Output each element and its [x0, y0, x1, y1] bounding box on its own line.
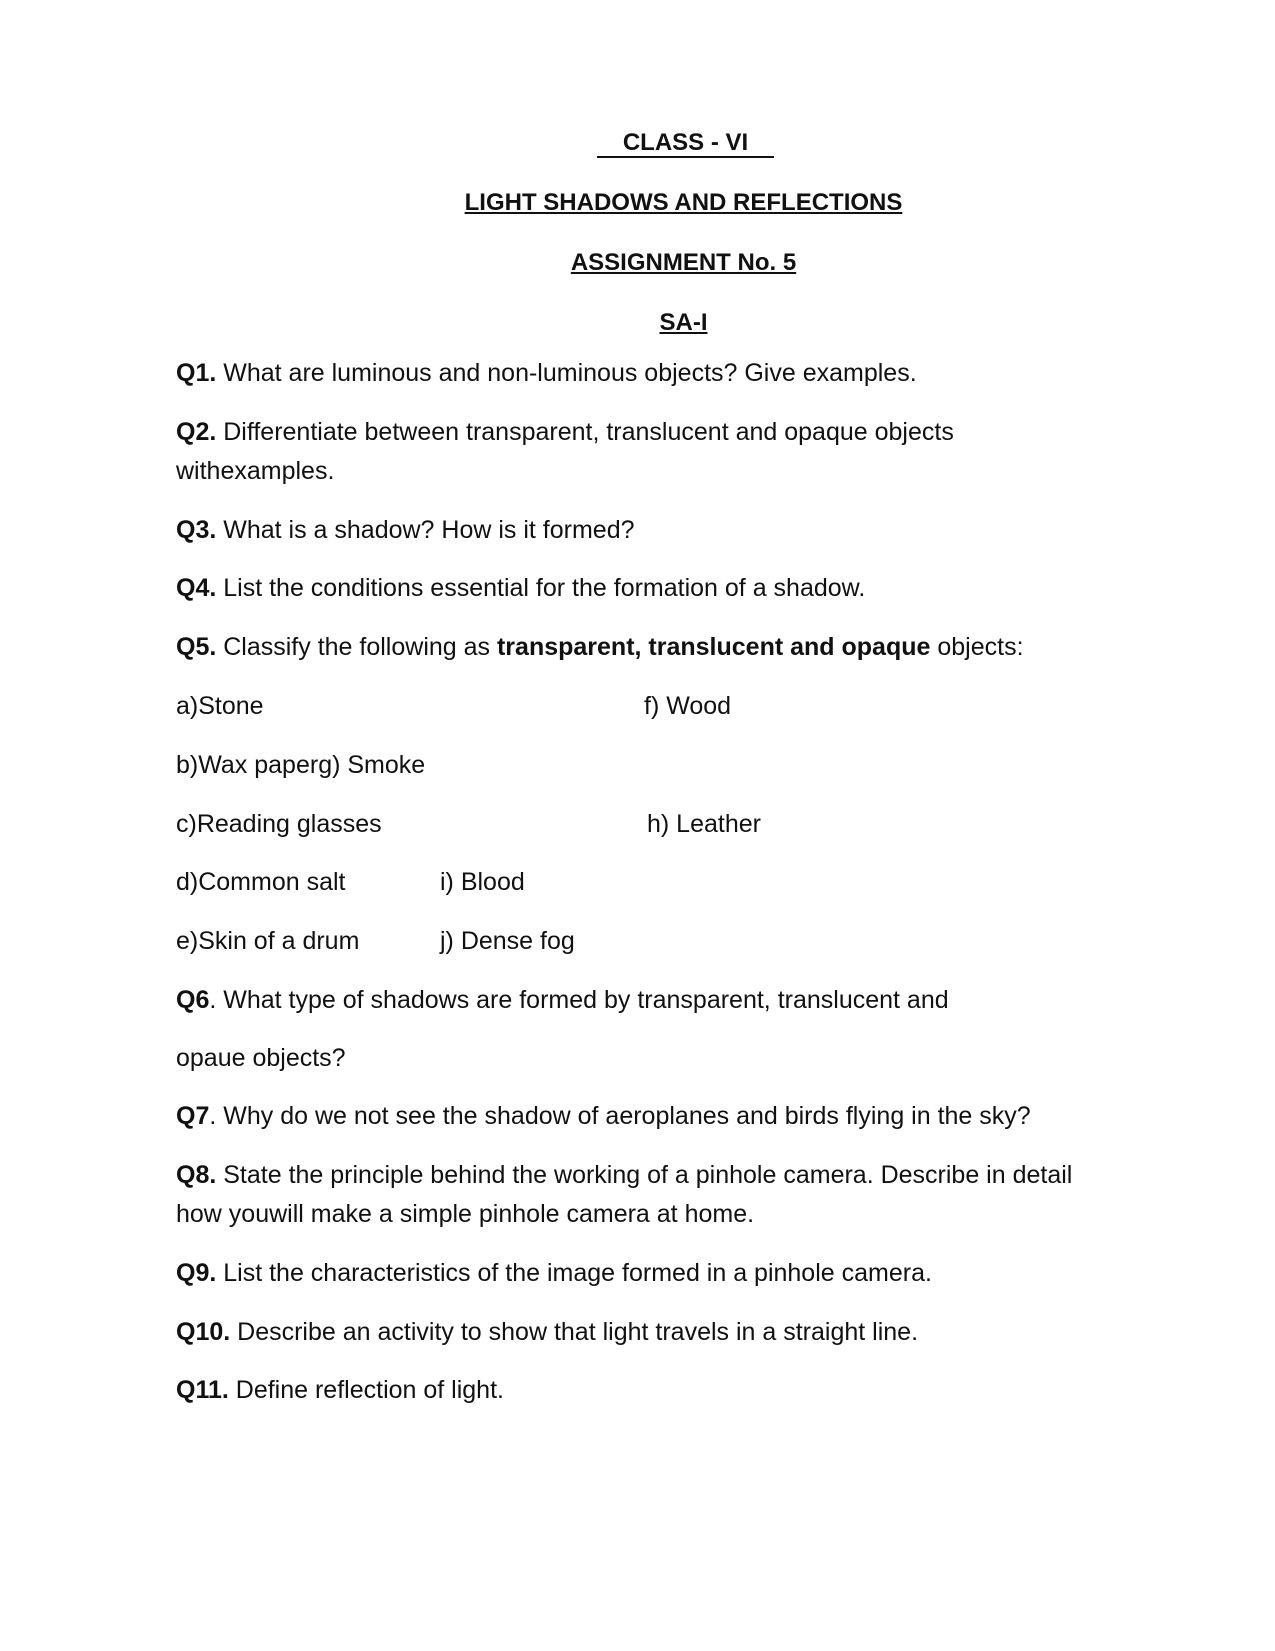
class-heading: CLASS - VI [48, 128, 1275, 158]
question-11: Q11. Define reflection of light. [176, 1376, 504, 1404]
question-2: Q2. Differentiate between transparent, translucent and opaque objects [176, 418, 954, 446]
question-7: Q7. Why do we not see the shadow of aeroplanes and birds flying in the sky? [176, 1102, 1031, 1130]
question-3: Q3. What is a shadow? How is it formed? [176, 516, 635, 544]
question-6: Q6. What type of shadows are formed by transparent, translucent and [176, 986, 949, 1014]
item-b: b)Wax paperg) Smoke [176, 751, 426, 779]
question-9: Q9. List the characteristics of the image formed in a pinhole camera. [176, 1259, 932, 1287]
question-6-continued: opaue objects? [176, 1044, 346, 1072]
item-f: f) Wood [644, 692, 732, 720]
question-8: Q8. State the principle behind the working of a pinhole camera. Describe in detail [176, 1161, 1073, 1189]
question-1: Q1. What are luminous and non-luminous objects? Give examples. [176, 359, 917, 387]
question-4: Q4. List the conditions essential for the formation of a shadow. [176, 574, 866, 602]
item-e: e)Skin of a drum [176, 927, 360, 955]
item-c: c)Reading glasses [176, 810, 382, 838]
item-j: j) Dense fog [440, 927, 575, 955]
item-a: a)Stone [176, 692, 264, 720]
item-h: h) Leather [647, 810, 761, 838]
assignment-heading: ASSIGNMENT No. 5 [570, 249, 797, 276]
chapter-heading: LIGHT SHADOWS AND REFLECTIONS [464, 189, 903, 216]
item-d: d)Common salt [176, 868, 346, 896]
question-2-continued: withexamples. [176, 457, 335, 485]
question-5: Q5. Classify the following as transparent, translucent and opaque objects: [176, 633, 1024, 661]
term-heading: SA-I [659, 309, 708, 336]
question-10: Q10. Describe an activity to show that light travels in a straight line. [176, 1318, 919, 1346]
question-8-continued: how youwill make a simple pinhole camera at home. [176, 1200, 755, 1228]
item-i: i) Blood [440, 868, 525, 896]
